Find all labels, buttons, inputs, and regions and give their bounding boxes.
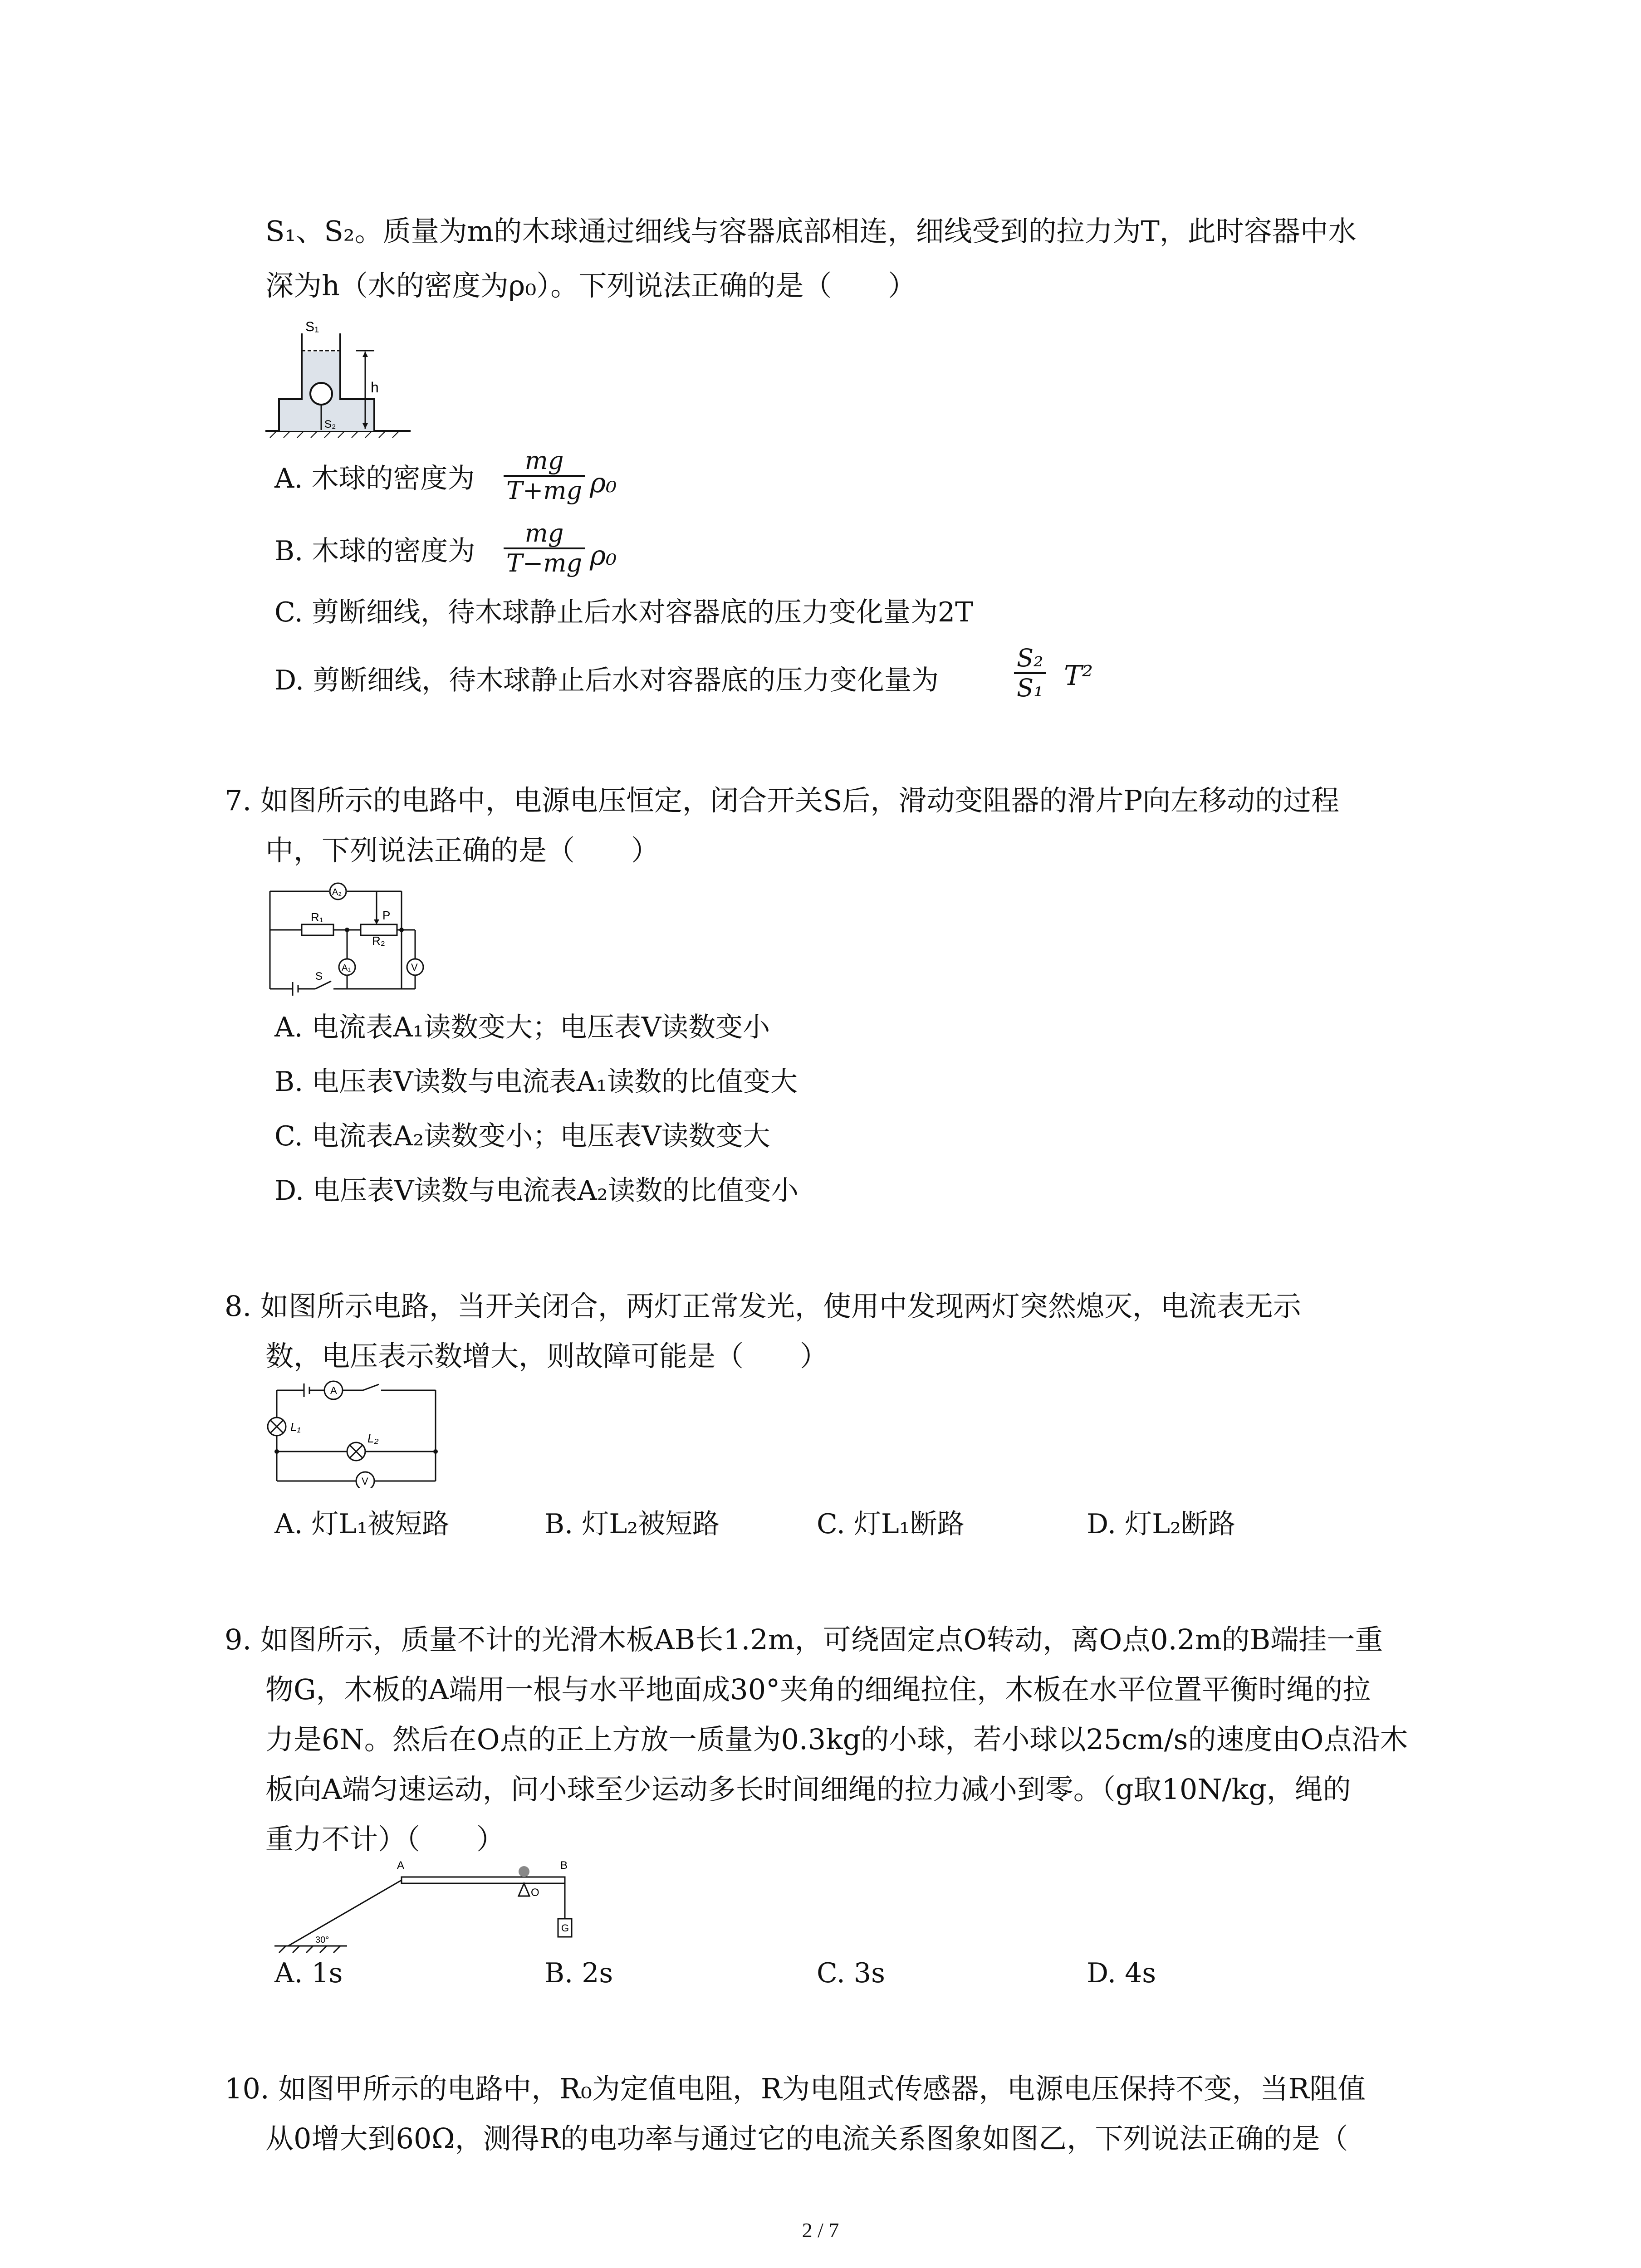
q10-line-2: 从0增大到60Ω，测得R的电功率与通过它的电流关系图象如图乙，下列说法正确的是（ bbox=[265, 2122, 1348, 2155]
q6-option-d-tail: T² bbox=[1064, 660, 1093, 692]
denominator: S₁ bbox=[1017, 674, 1043, 702]
q6-option-a-fraction bbox=[504, 447, 585, 505]
q9-lever-figure bbox=[265, 1851, 610, 1955]
q7-option-c: C. 电流表A₂读数变小；电压表V读数变大 bbox=[274, 1120, 770, 1152]
q8-line-1: 8. 如图所示电路，当开关闭合，两灯正常发光，使用中发现两灯突然熄灭，电流表无示 bbox=[225, 1290, 1301, 1323]
denominator: T+mg bbox=[506, 476, 583, 505]
q8-line-2: 数，电压表示数增大，则故障可能是（ ） bbox=[265, 1339, 828, 1373]
q9-line-5: 重力不计）（ ） bbox=[265, 1823, 505, 1856]
ammeter-label: A bbox=[330, 1385, 337, 1396]
v-label: V bbox=[411, 962, 418, 973]
q6-option-a-rho: ρ₀ bbox=[590, 467, 617, 499]
q7-circuit-figure bbox=[265, 878, 447, 996]
q6-option-c: C. 剪断细线，待木球静止后水对容器底的压力变化量为2T bbox=[274, 596, 974, 628]
a-label: A bbox=[397, 1859, 405, 1872]
q6-container-figure bbox=[265, 320, 420, 442]
q9-option-b: B. 2s bbox=[544, 1957, 613, 1989]
q7-option-b: B. 电压表V读数与电流表A₁读数的比值变大 bbox=[274, 1066, 798, 1098]
q10-line-1: 10. 如图甲所示的电路中，R₀为定值电阻，R为电阻式传感器，电源电压保持不变，当R阻值 bbox=[225, 2072, 1366, 2105]
q9-line-2: 物G，木板的A端用一根与水平地面成30°夹角的细绳拉住，木板在水平位置平衡时绳的拉 bbox=[265, 1673, 1371, 1706]
q7-option-a: A. 电流表A₁读数变大；电压表V读数变小 bbox=[274, 1012, 770, 1043]
q6-line-2: 深为h（水的密度为ρ₀）。下列说法正确的是（ ） bbox=[265, 269, 916, 302]
q7-option-d: D. 电压表V读数与电流表A₂读数的比值变小 bbox=[274, 1175, 798, 1207]
s1-label: S₁ bbox=[305, 320, 319, 334]
voltmeter-label: V bbox=[362, 1476, 368, 1487]
o-label: O bbox=[531, 1887, 539, 1899]
h-label: h bbox=[371, 379, 379, 396]
s-label: S bbox=[315, 970, 323, 982]
r1-label: R₁ bbox=[311, 910, 323, 924]
denominator: T−mg bbox=[506, 549, 583, 577]
q7-line-1: 7. 如图所示的电路中，电源电压恒定，闭合开关S后，滑动变阻器的滑片P向左移动的过程 bbox=[225, 784, 1340, 817]
p-label: P bbox=[382, 909, 391, 922]
q6-option-b-fraction bbox=[504, 519, 585, 577]
l1-label: L₁ bbox=[290, 1420, 301, 1434]
q8-circuit-figure bbox=[265, 1379, 442, 1488]
q9-option-d: D. 4s bbox=[1087, 1957, 1156, 1989]
a1-label: A₁ bbox=[342, 963, 351, 973]
numerator: mg bbox=[524, 519, 564, 547]
q6-option-b-rho: ρ₀ bbox=[590, 540, 617, 572]
q9-line-3: 力是6N。然后在O点的正上方放一质量为0.3kg的小球，若小球以25cm/s的速度由O点沿木 bbox=[265, 1723, 1408, 1756]
q7-line-2: 中，下列说法正确的是（ ） bbox=[265, 834, 660, 867]
numerator: mg bbox=[524, 446, 564, 475]
l2-label: L₂ bbox=[367, 1432, 379, 1445]
a2-label: A₂ bbox=[332, 887, 342, 897]
q9-line-1: 9. 如图所示，质量不计的光滑木板AB长1.2m，可绕固定点O转动，离O点0.2m的B端挂一重 bbox=[225, 1623, 1383, 1656]
q9-option-c: C. 3s bbox=[817, 1957, 885, 1989]
b-label: B bbox=[560, 1859, 568, 1872]
numerator: S₂ bbox=[1017, 644, 1043, 672]
q6-line-1: S₁、S₂。质量为m的木球通过细线与容器底部相连，细线受到的拉力为T，此时容器中水 bbox=[265, 215, 1357, 248]
g-label: G bbox=[561, 1922, 569, 1934]
angle-label: 30° bbox=[315, 1935, 329, 1945]
q6-option-b: B. 木球的密度为 bbox=[274, 535, 475, 567]
q6-option-d-fraction bbox=[1014, 644, 1046, 702]
q6-option-a: A. 木球的密度为 bbox=[274, 463, 475, 494]
q8-option-c: C. 灯L₁断路 bbox=[817, 1508, 965, 1540]
q9-line-4: 板向A端匀速运动，问小球至少运动多长时间细绳的拉力减小到零。（g取10N/kg，绳的 bbox=[265, 1773, 1351, 1806]
q9-option-a: A. 1s bbox=[274, 1957, 343, 1989]
page-number: 2 / 7 bbox=[802, 2219, 839, 2242]
q8-option-b: B. 灯L₂被短路 bbox=[544, 1508, 720, 1540]
q6-option-d: D. 剪断细线，待木球静止后水对容器底的压力变化量为 bbox=[274, 665, 939, 696]
r2-label: R₂ bbox=[372, 934, 385, 948]
s2-label: S₂ bbox=[324, 418, 336, 430]
q8-option-d: D. 灯L₂断路 bbox=[1087, 1508, 1236, 1540]
q8-option-a: A. 灯L₁被短路 bbox=[274, 1508, 450, 1540]
